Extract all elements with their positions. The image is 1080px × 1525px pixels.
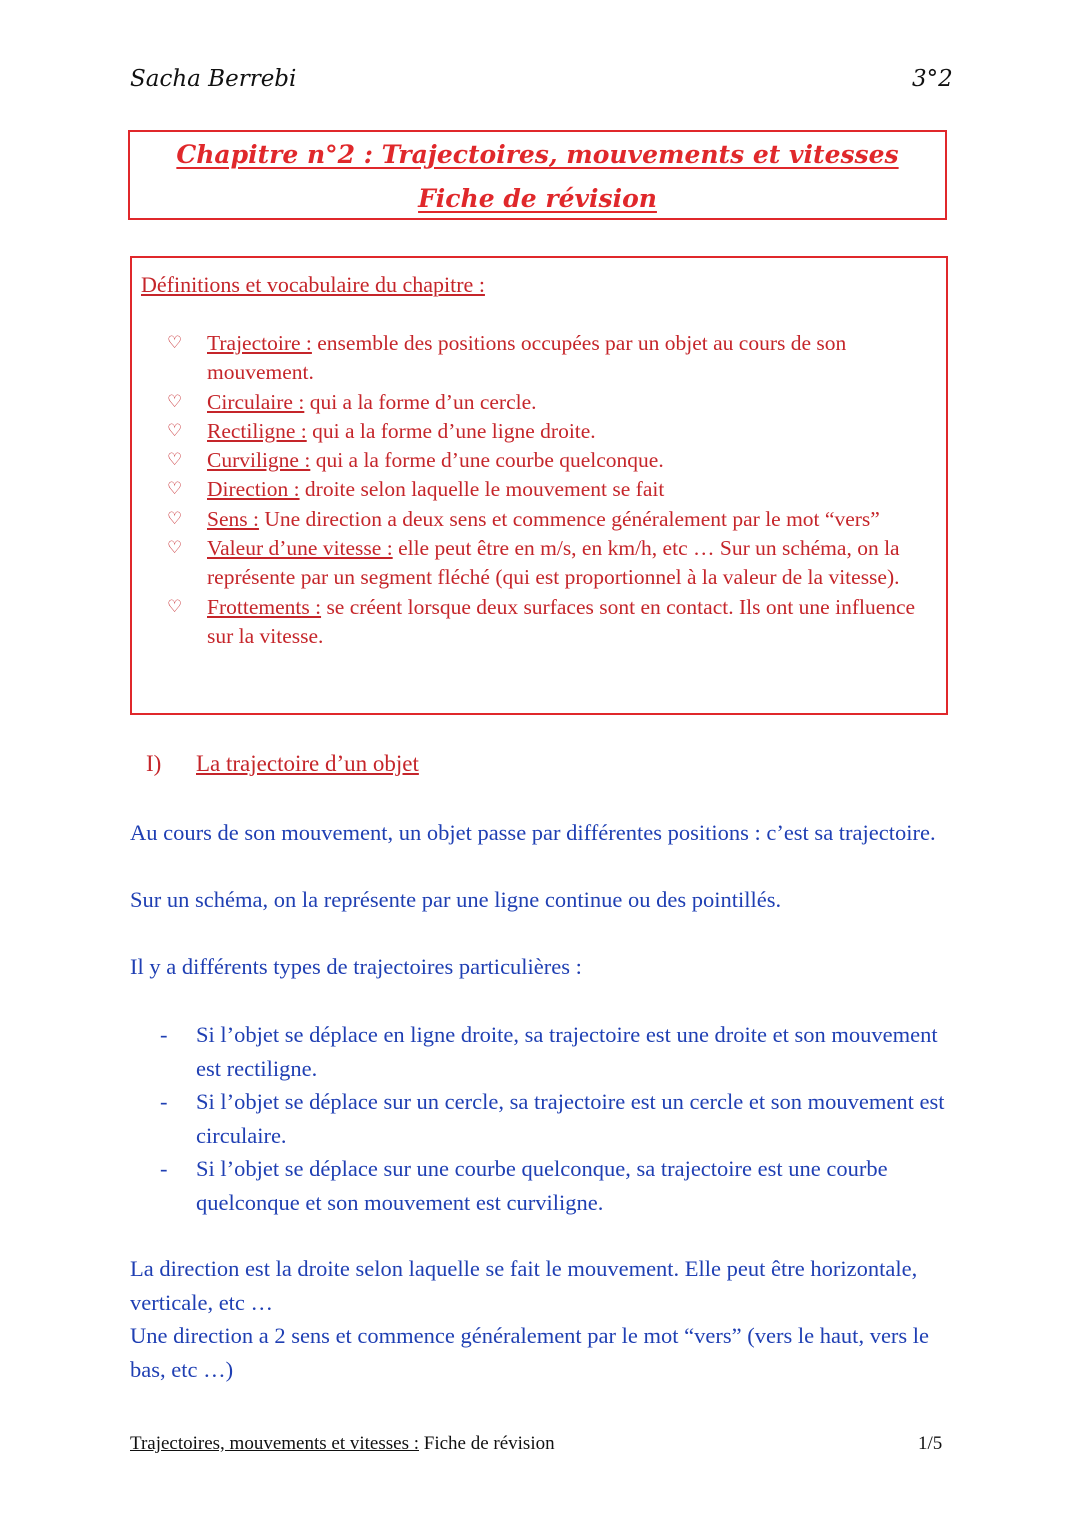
dash-bullet-icon: - — [160, 1022, 168, 1047]
list-item — [160, 1152, 950, 1219]
heart-bullet-icon: ♡ — [167, 538, 183, 559]
footer-title-rest: Fiche de révision — [419, 1433, 555, 1454]
section-title: La trajectoire d’un objet — [196, 751, 419, 776]
definition-text — [207, 593, 937, 652]
definition-item — [167, 475, 937, 504]
definition-description: ensemble des positions occupées par un objet au cours de son mouvement. — [207, 331, 847, 385]
paragraph-direction: La direction est la droite selon laquelle se fait le mouvement. Elle peut être horizontale, verticale, etc … — [130, 1256, 918, 1315]
chapter-title: Chapitre n°2 : Trajectoires, mouvements et vitesses — [176, 140, 899, 169]
heart-bullet-icon: ♡ — [167, 333, 183, 353]
definition-text — [207, 534, 937, 593]
list-item-text: Si l’objet se déplace en ligne droite, sa trajectoire est une droite et son mouvement est rectiligne. — [196, 1022, 938, 1081]
definitions-heading: Définitions et vocabulaire du chapitre : — [141, 272, 485, 297]
definition-text — [207, 417, 596, 446]
definition-term: Circulaire : — [207, 389, 305, 414]
page-number: 1/5 — [918, 1433, 943, 1454]
definition-description: qui a la forme d’un cercle. — [304, 389, 537, 414]
list-item — [160, 1085, 950, 1152]
paragraph-sense: Une direction a 2 sens et commence généralement par le mot “vers” (vers le haut, vers le bas, etc …) — [130, 1323, 930, 1382]
definition-text — [207, 329, 937, 388]
section-number: I) — [146, 751, 162, 776]
paragraph-representation: Sur un schéma, on la représente par une ligne continue ou des pointillés. — [130, 887, 782, 912]
definition-description: qui a la forme d’une ligne droite. — [306, 418, 596, 443]
definition-description: droite selon laquelle le mouvement se fait — [299, 477, 665, 502]
section-heading — [146, 751, 419, 777]
heart-bullet-icon: ♡ — [167, 450, 183, 471]
definition-term: Trajectoire : — [207, 331, 312, 355]
definitions-box — [130, 256, 948, 715]
definition-text — [207, 388, 537, 417]
definition-item — [167, 329, 937, 388]
list-item-text: Si l’objet se déplace sur un cercle, sa trajectoire est un cercle et son mouvement est circulaire. — [196, 1089, 945, 1148]
definition-item — [167, 417, 937, 446]
definition-term: Sens : — [207, 506, 259, 531]
definition-description: qui a la forme d’une courbe quelconque. — [310, 448, 664, 473]
trajectory-types-list — [160, 1018, 950, 1219]
definition-description: Une direction a deux sens et commence généralement par le mot “vers” — [258, 506, 880, 531]
definition-item — [167, 446, 937, 475]
list-item-text: Si l’objet se déplace sur une courbe quelconque, sa trajectoire est une courbe quelconque et son mouvement est curviligne. — [196, 1156, 888, 1215]
list-item — [160, 1018, 950, 1085]
heart-bullet-icon: ♡ — [167, 596, 183, 617]
definition-item — [167, 505, 937, 534]
footer-title — [130, 1433, 555, 1455]
definition-text — [207, 505, 880, 534]
definition-item — [167, 388, 937, 417]
heart-bullet-icon: ♡ — [167, 391, 183, 412]
sheet-subtitle: Fiche de révision — [418, 184, 657, 213]
author-name: Sacha Berrebi — [130, 66, 297, 92]
dash-bullet-icon: - — [160, 1089, 168, 1114]
definition-term: Curviligne : — [207, 448, 311, 473]
definition-term: Rectiligne : — [207, 418, 307, 443]
definition-text — [207, 475, 664, 504]
definition-description: elle peut être en m/s, en km/h, etc … Sur un schéma, on la représente par un segment fléché (qui est proportionnel à la valeur de la vitesse). — [207, 536, 900, 590]
definition-item — [167, 593, 937, 652]
definition-item — [167, 534, 937, 593]
heart-bullet-icon: ♡ — [167, 420, 183, 441]
dash-bullet-icon: - — [160, 1156, 168, 1181]
definition-description: se créent lorsque deux surfaces sont en contact. Ils ont une influence sur la vitesse. — [207, 594, 916, 648]
paragraph-types: Il y a différents types de trajectoires particulières : — [130, 954, 582, 979]
footer-title-underlined: Trajectoires, mouvements et vitesses : — [130, 1433, 419, 1454]
definition-text — [207, 446, 664, 475]
paragraph-trajectory: Au cours de son mouvement, un objet passe par différentes positions : c’est sa trajectoire. — [130, 820, 936, 845]
definition-term: Frottements : — [207, 594, 322, 619]
heart-bullet-icon: ♡ — [167, 508, 183, 529]
title-box — [128, 130, 947, 220]
heart-bullet-icon: ♡ — [167, 479, 183, 500]
definitions-list — [167, 329, 937, 651]
class-label: 3°2 — [912, 66, 953, 92]
definition-term: Direction : — [207, 477, 300, 502]
definition-term: Valeur d’une vitesse : — [207, 536, 393, 561]
